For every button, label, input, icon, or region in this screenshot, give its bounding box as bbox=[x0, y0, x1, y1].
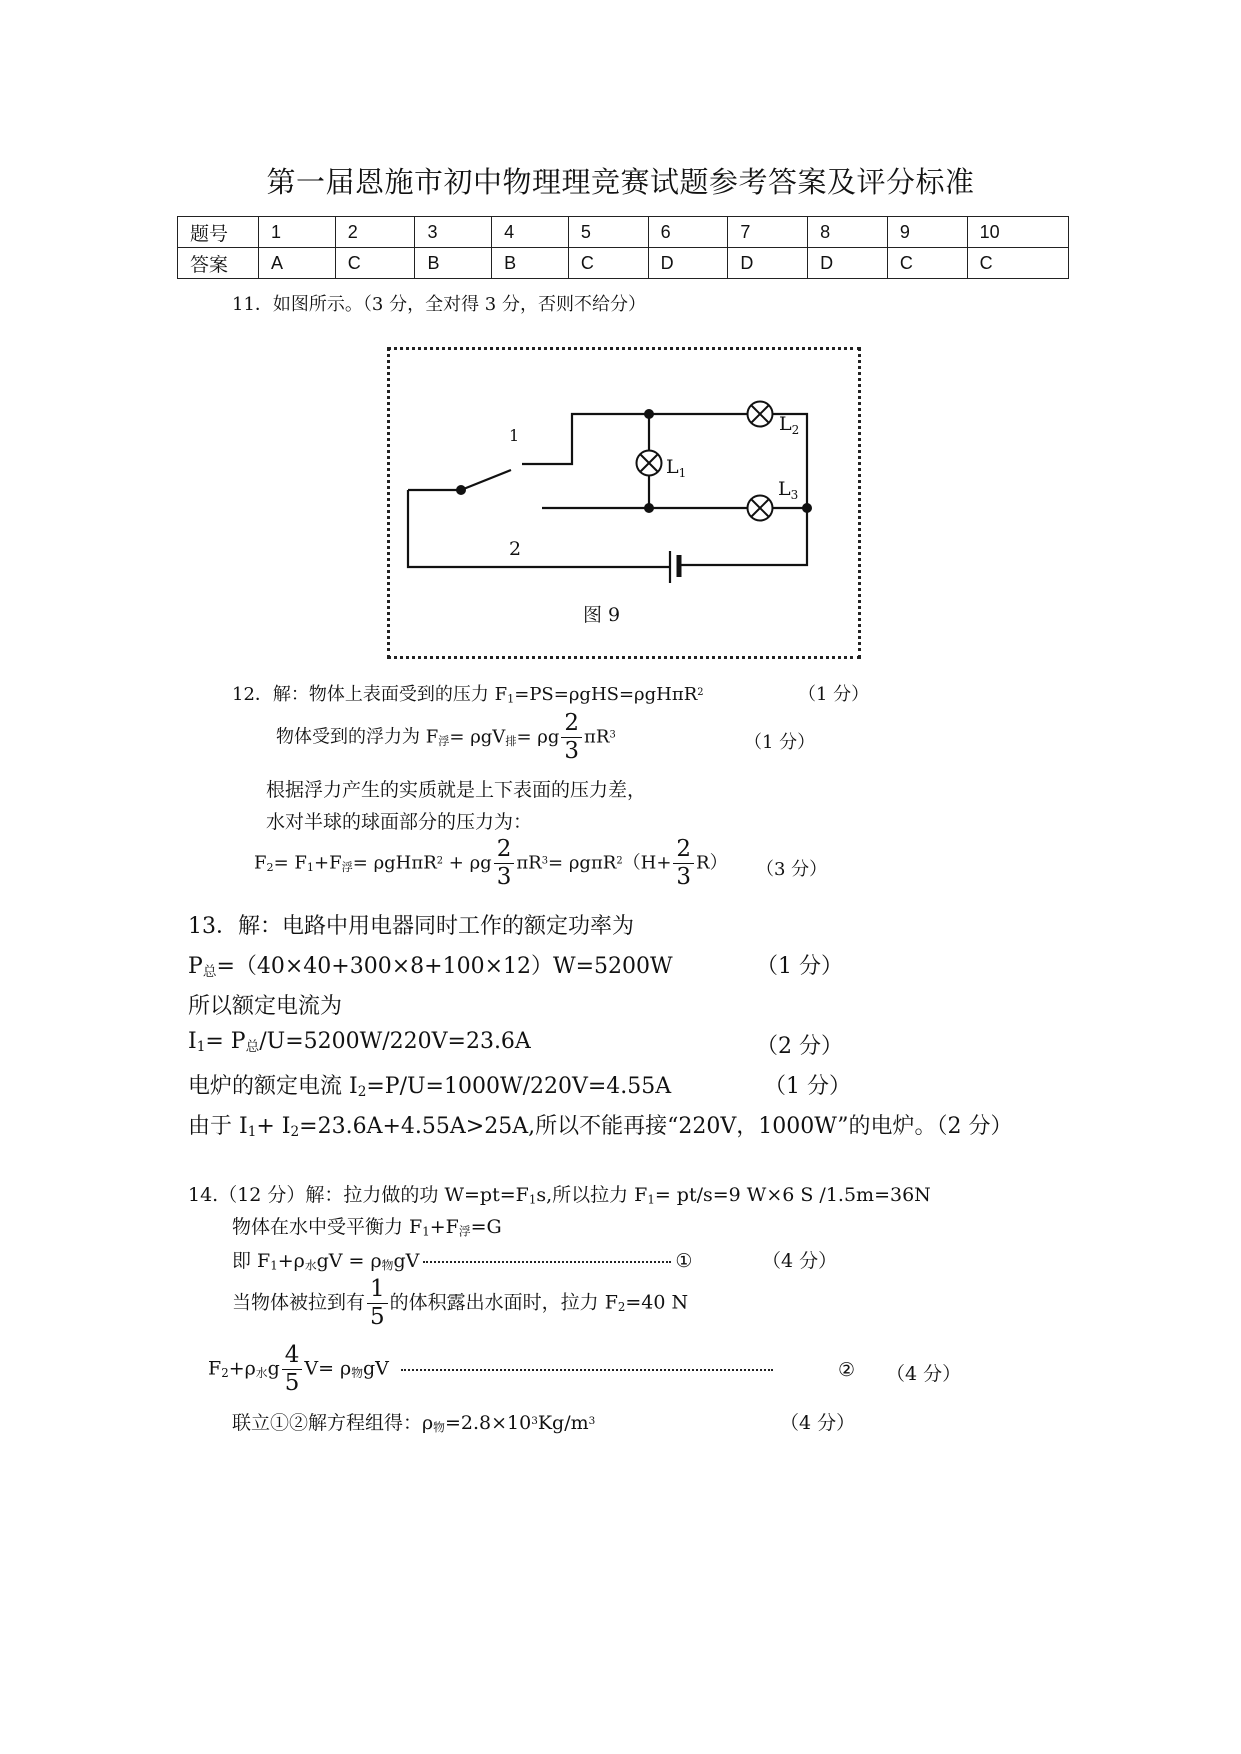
switch-label-2: 2 bbox=[509, 538, 522, 560]
lamp-l1-icon bbox=[637, 451, 662, 476]
q13-line-2: $P_总=(40\times 40+300\times 8+100\times 12)W=5200W$ bbox=[188, 954, 673, 980]
q12-line-4: 水对半球的球面部分的压力为： bbox=[266, 811, 533, 833]
table-cell: 10 bbox=[967, 217, 1068, 248]
table-cell: B bbox=[415, 248, 492, 279]
table-cell: 9 bbox=[887, 217, 967, 248]
table-cell: D bbox=[728, 248, 808, 279]
equation-mark-1: ① bbox=[675, 1250, 693, 1272]
page-title: 第一届恩施市初中物理理竞赛试题参考答案及评分标准 bbox=[266, 165, 975, 199]
q13-line-1: 13．解：电路中用电器同时工作的额定功率为 bbox=[188, 914, 634, 939]
leader-dots bbox=[401, 1369, 773, 1371]
wire-battery-right bbox=[681, 512, 807, 565]
table-row-header: 答案 bbox=[178, 248, 259, 279]
q13-line-6: 由于 $I_1+ I_2=23.6A+4.55A>25A$,所以不能再接“220V，1000W”的电炉。（2 分） bbox=[188, 1114, 1013, 1140]
q12-line-5: $F_2= F_1+F_浮= \rho gH\pi R^2 + \rho g$ $\frac{2}{3}$ $\pi R^3= \rho g\pi R^2(H+$ $\frac{2}{3}$ R） bbox=[254, 836, 728, 890]
figure-caption: 图 9 bbox=[583, 604, 621, 626]
circuit-svg bbox=[387, 347, 861, 659]
lamp-l3-label: $L_3$ bbox=[778, 478, 799, 502]
fraction-two-thirds: $\frac{2}{3}$ bbox=[494, 838, 515, 889]
answer-table bbox=[177, 216, 1069, 279]
junction-middle bbox=[644, 503, 654, 513]
leader-dots bbox=[423, 1261, 671, 1263]
q14-score-3: （4 分） bbox=[762, 1250, 838, 1272]
table-cell: 5 bbox=[568, 217, 648, 248]
table-row-answers bbox=[178, 248, 1069, 279]
q12-line-3: 根据浮力产生的实质就是上下表面的压力差， bbox=[266, 779, 647, 801]
table-cell: 8 bbox=[808, 217, 888, 248]
q12-score-1: （1 分） bbox=[798, 684, 870, 705]
wire-contact-1 bbox=[522, 414, 649, 464]
equation-mark-2: ② bbox=[838, 1359, 856, 1381]
q14-score-6: （4 分） bbox=[780, 1412, 856, 1434]
table-row-header: 题号 bbox=[178, 217, 259, 248]
table-cell: 2 bbox=[335, 217, 415, 248]
table-cell: D bbox=[648, 248, 728, 279]
table-cell: B bbox=[492, 248, 569, 279]
junction-top bbox=[644, 409, 654, 419]
q14-line-3: 即 $F_1+\rho_水gV = \rho_物gV$ ① bbox=[232, 1250, 693, 1273]
q12-line-1: 12．解：物体上表面受到的压力 $F_1=PS=\rho gHS=\rho gH\pi R^2$ bbox=[232, 684, 704, 706]
q14-line-6: 联立①②解方程组得：$\rho_物=2.8\times 10^3Kg/m^3$ bbox=[232, 1412, 596, 1435]
q13-score-5: （1 分） bbox=[764, 1074, 851, 1099]
lamp-l2-label: $L_2$ bbox=[779, 413, 800, 437]
wire-battery-left bbox=[408, 490, 670, 567]
q14-line-1: 14.（12 分）解：拉力做的功 $W=pt=F_1s$,所以拉力 $F_1= pt/s=9$ W×6 S /1.5m=36N bbox=[188, 1184, 931, 1207]
table-cell: 4 bbox=[492, 217, 569, 248]
fraction-one-fifth: $\frac{1}{5}$ bbox=[367, 1278, 388, 1329]
circuit-diagram bbox=[387, 347, 861, 659]
q12-score-3: （3 分） bbox=[756, 859, 828, 880]
q13-score-4: （2 分） bbox=[756, 1034, 843, 1059]
switch-blade bbox=[461, 470, 511, 490]
table-cell: D bbox=[808, 248, 888, 279]
fraction-two-thirds: $\frac{2}{3}$ bbox=[561, 712, 582, 763]
q13-score-2: （1 分） bbox=[756, 954, 843, 979]
q14-line-5: $F_2+\rho_水g$ $\frac{4}{5}$ $V= \rho_物gV$ bbox=[208, 1344, 777, 1395]
q14-line-4: 当物体被拉到有 $\frac{1}{5}$ 的体积露出水面时，拉力 $F_2=40$ N bbox=[232, 1276, 689, 1330]
table-cell: A bbox=[259, 248, 336, 279]
switch-pivot-node bbox=[456, 485, 466, 495]
table-cell: 6 bbox=[648, 217, 728, 248]
q12-line-2: 物体受到的浮力为 $F_浮= \rho gV_排= \rho g$ $\frac{2}{3}$ $\pi R^3$ bbox=[276, 710, 616, 764]
table-cell: 7 bbox=[728, 217, 808, 248]
table-cell: 3 bbox=[415, 217, 492, 248]
switch-label-1: 1 bbox=[509, 426, 520, 445]
q14-line-2: 物体在水中受平衡力 $F_1+F_浮=G$ bbox=[232, 1216, 502, 1239]
q13-line-4: $I_1= P_总/U=5200W/220V=23.6A$ bbox=[188, 1029, 531, 1055]
lamp-l1-label: $L_1$ bbox=[666, 456, 687, 480]
table-row-numbers bbox=[178, 217, 1069, 248]
junction-right bbox=[802, 503, 812, 513]
q14-score-5: （4 分） bbox=[886, 1363, 962, 1385]
table-cell: C bbox=[335, 248, 415, 279]
q13-line-3: 所以额定电流为 bbox=[188, 994, 343, 1019]
lamp-l3-icon bbox=[748, 496, 773, 521]
fraction-four-fifths: $\frac{4}{5}$ bbox=[282, 1344, 303, 1395]
fraction-two-thirds: $\frac{2}{3}$ bbox=[673, 838, 694, 889]
q12-score-2: （1 分） bbox=[744, 732, 816, 753]
lamp-l2-icon bbox=[748, 402, 773, 427]
table-cell: 1 bbox=[259, 217, 336, 248]
q11-line: 11．如图所示。（3 分，全对得 3 分，否则不给分） bbox=[232, 294, 646, 315]
q13-line-5: 电炉的额定电流 $I_2=P/U=1000W/220V=4.55A$ bbox=[188, 1074, 672, 1100]
table-cell: C bbox=[967, 248, 1068, 279]
table-cell: C bbox=[568, 248, 648, 279]
table-cell: C bbox=[887, 248, 967, 279]
